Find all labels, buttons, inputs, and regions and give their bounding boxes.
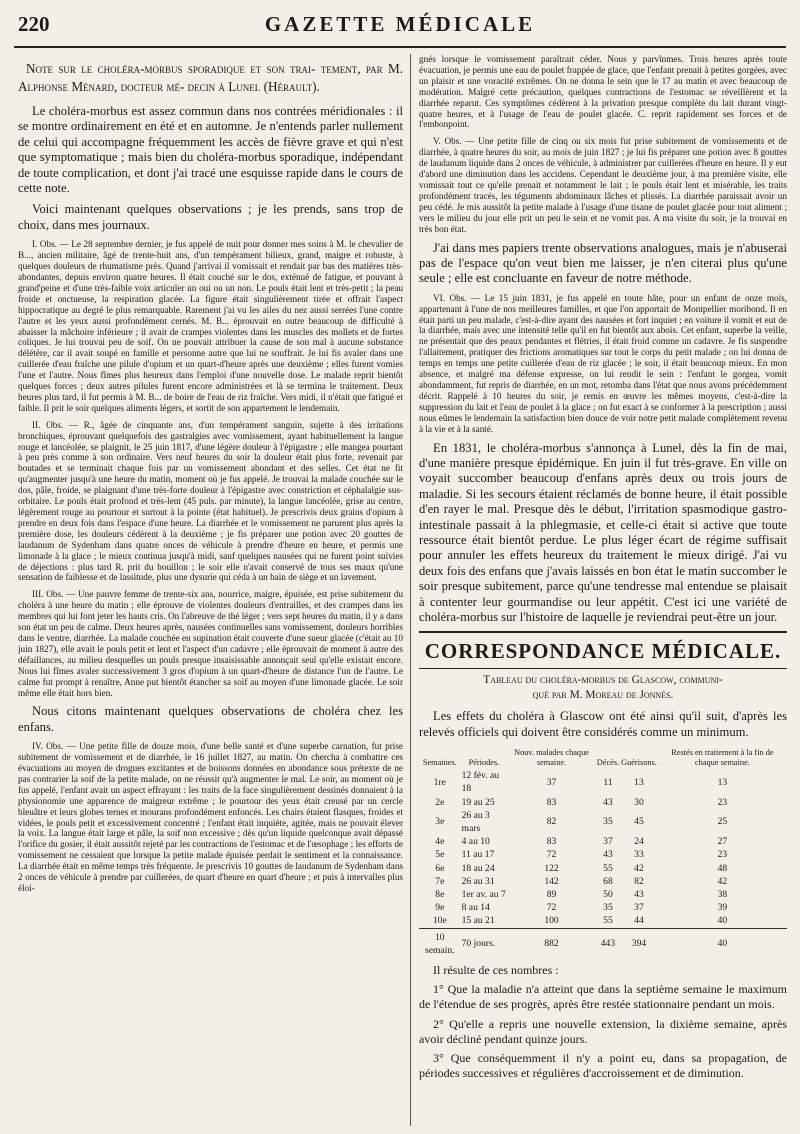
table-cell: 23 <box>717 796 728 808</box>
table-body <box>419 769 787 957</box>
table-cell: 82 <box>634 875 644 887</box>
table-cell: 122 <box>544 862 559 874</box>
table-row <box>419 862 787 875</box>
table-cell: 45 <box>634 816 644 828</box>
conclusion-paragraph: En 1831, le choléra-morbus s'annonça à Lunel, dès la fin de mai, d'une manière presque épidémique. En juin il fut très-grave. En ville on voyait succomber beaucoup d'enfans après deux ou trois jours de maladie. Si les secours étaient réclamés de bonne heure, il était possible d'en rayer le mal. Presque dès le début, l'irritation spasmodique gastro-intestinale passait à la phlegmasie, et celle-ci était si active que toute ressource était bientôt perdue. Le plus léger écart de régime suffisait pour annuler les effets heureux du traitement le mieux dirigé. J'ai vu deux fois des enfans que j'avais laissés en bon état le matin succomber le soir presque subitement, parce qu'une tendresse mal entendue se plaisait à contenter leur gourmandise ou leur appétit. C'est ici une variété de choléra-morbus sur l'histoire de laquelle je reviendrai peut-être un jour. <box>419 440 787 624</box>
table-row <box>419 901 787 914</box>
table-cell: 72 <box>546 902 557 914</box>
table-cell: 43 <box>603 796 613 808</box>
result-2: 2° Qu'elle a repris une nouvelle extension, la dixième semaine, après avoir décliné pendant quinze jours. <box>419 1016 787 1046</box>
table-cell: 42 <box>717 875 728 887</box>
table-cell: 83 <box>546 796 557 808</box>
table-cell: 4e <box>435 836 445 848</box>
article-title-line3: decin à Lunel (Hérault). <box>187 79 320 94</box>
column-divider <box>410 54 411 1126</box>
table-row <box>419 848 787 861</box>
article-title-line2: tement, par M. Alphonse Ménard, docteur mé- <box>18 61 403 94</box>
table-cell: 37 <box>546 776 557 788</box>
result-1: 1° Que la maladie n'a atteint que dans la septième semaine le maximum de l'étendue de ses progrès, après être restée stationnaire pendant un mois. <box>419 982 787 1012</box>
table-cell: 70 jours. <box>461 928 508 957</box>
table-cell: 100 <box>544 915 559 927</box>
table-cell: 4 au 10 <box>461 836 490 848</box>
table-cell: 3e <box>435 816 445 828</box>
table-cell: 11 au 17 <box>461 849 495 861</box>
enfans-paragraph: Nous citons maintenant quelques observations de choléra chez les enfans. <box>18 704 403 734</box>
left-column <box>18 54 403 1126</box>
table-row <box>419 769 787 795</box>
observation-1: I. Obs. — Le 28 septembre dernier, je fus appelé de nuit pour donner mes soins à M. le chevalier de B..., ancien militaire, âgé de trente-huit ans, d'un tempérament bilieux, grand, maigre et robuste, à quelques douleurs de rhumatisme près. Quand j'arrivai il vomissait et rendait par bas des matières très-abondantes, depuis environ quatre heures. Il était couché sur le dos, exténué de fatigue, et pouvant à grand'peine et d'une très-faible voix articuler un oui ou un non. Le pouls était lent et très-petit ; la peau froide et onctueuse, la respiration glacée. La figure était singulièrement tirée et offrait l'aspect hippocratique au degré le plus remarquable. Rarement j'ai vu les ailes du nez aussi serrées l'une contre l'autre et les yeux aussi profondément cernés. M. B... éprouvait en outre beaucoup de difficulté à abaisser la mâchoire inférieure ; il avait de crampes violentes dans les muscles des mollets et de fortes coliques. Je lui trouvai peu de soif. On ne pouvait attribuer la cause de son mal à aucune substance délétère, car il avait soupé en famille et personne autre que lui ne souffrait. Je lui fis avaler dans une cuillerée d'eau fraîche une pilule d'opium et un quart-d'heure après une deuxième ; elles furent vomies l'une et l'autre. Nous fîmes plus heureux dans l'emploi d'une nouvelle dose. Le malade reprit bientôt quelques forces ; deux autres pilules furent encore administrées et là se termina le traitement. Deux heures plus tard, il fut permis à M. B... de boire de l'eau de riz fraîche. Vers midi, il n'était que fatigué et faible. Il prit le soir quelques aliments légers, et sortit de son appartement le lendemain. <box>18 239 403 413</box>
table-title-line1: Tableau du choléra-morbus de Glascow, communi- <box>483 674 723 687</box>
table-cell: 10 semain. <box>419 928 461 957</box>
article-title-line1: Note sur le choléra-morbus sporadique et son trai- <box>26 61 316 76</box>
table-cell: 39 <box>717 902 728 914</box>
table-cell: 24 <box>634 836 644 848</box>
table-cell: 1er av. au 7 <box>461 889 506 901</box>
column-header: Nouv. malades chaque semaine. <box>514 748 589 767</box>
table-cell: 26 au 31 <box>461 875 495 887</box>
table-cell: 1re <box>433 776 446 788</box>
table-cell: 38 <box>717 889 728 901</box>
column-header: Semaines. <box>422 757 457 767</box>
table-cell: 30 <box>634 796 644 808</box>
intro-paragraph: Le choléra-morbus est assez commun dans nos contrées méridionales : il se montre ordinairement en été et en automne. Je n'entends parler nullement de celui qui accompagne fréquemment les accès de fièvre grave et qui n'est que symptomatique ; mais bien du choléra-morbus sporadique, indépendant de toute complication, et dont j'ai tracé une esquisse rapide dans le cours de cette note. <box>18 104 403 196</box>
table-cell: 23 <box>717 849 728 861</box>
table-cell: 11 <box>603 776 613 788</box>
table-row <box>419 888 787 901</box>
table-row <box>419 914 787 928</box>
table-cell: 35 <box>603 902 613 914</box>
table-row <box>419 875 787 888</box>
table-cell: 5e <box>435 849 445 861</box>
column-header: Périodes. <box>468 757 500 767</box>
table-cell: 35 <box>603 816 613 828</box>
table-title <box>419 673 787 703</box>
table-cell: 37 <box>634 902 644 914</box>
observation-6: VI. Obs. — Le 15 juin 1831, je fus appelé en toute hâte, pour un enfant de onze mois, appartenant à l'une de nos meilleures familles, et que l'on apportait de Montpellier moribond. Il en était parti un peu malade, c'est-à-dire ayant des nausées et fort inquiet ; en voiture il vomit et eut de la diarrhée, mais avec une intensité telle qu'il en fut bientôt aux abois. Cet enfant, superbe la veille, ne présentait que des peaux pendantes et flétries, il était froid comme un cadavre. Je fis suspendre l'allaitement, pratiquer des frictions aromatiques sur tout le corps du petit malade ; on lui donna de temps en temps une petite cuillerée d'eau de riz glacée ; le soir, il était beaucoup mieux. En mon absence, et malgré ma défense expresse, on lui rendit le sein : l'enfant le gorgea, vomit abondamment, fut repris de diarrhée, en un mot, retomba dans l'état que nous avons précédemment décrit. Rappelé à 10 heures du soir, je remis en œuvre les mêmes moyens, c'est-à-dire la suppression du lait et l'eau de poulet à la glace ; on fut exact à se conformer à la prescription ; aussi nous eûmes le lendemain la satisfaction bien douce de voir notre petit malade complètement revenu à la vie et à la santé. <box>419 292 787 434</box>
results-intro: Il résulte de ces nombres : <box>433 963 559 978</box>
results-section <box>419 963 787 1081</box>
column-header: Décès. <box>596 757 620 767</box>
table-cell: 43 <box>603 849 613 861</box>
observation-2: II. Obs. — R., âgée de cinquante ans, d'un tempérament sanguin, sujette à des irritations bronchiques, éprouvant quelquefois des gastralgies avec vomissement, ayant habituellement la langue rouge et lancéolée, se plaignit, le 25 juin 1817, d'une légère douleur à l'épigastre ; elle mangea pourtant à peu près comme à son ordinaire. Vers neuf heures du soir la douleur était plus forte, revenait par boutades et se terminait chaque fois par un vomissement abondant et des selles. Cet état ne fit qu'augmenter jusqu'à une heure du matin, moment où je fus appelé. Je trouvai la malade couchée sur le dos, pâle, froide, se plaignant d'une très-forte douleur à l'épigastre avec constriction et céphalalgie sus-orbitaire. Le pouls était profond et très-lent (45 puls. par minute), la langue lancéolée, grise au centre, légèrement rouge au pourtour et surtout à la pointe (état habituel). Je prescrivis deux grains d'opium à prendre en deux fois dans l'espace d'une heure. La diarrhée et le vomissement ne parurent plus après la première dose, les douleurs cédèrent à la deuxième ; je fis préparer une potion avec 20 gouttes de laudanum de Sydenham dans quatre onces de véhicule à prendre d'heure en heure, et permis une limonade à la glace ; le mieux continua jusqu'à midi, sauf quelques nausées qui ne furent point suivies de déjections : plus tard R. prit du bouillon ; le soir elle n'avait conservé de tous ses maux qu'une sensation de faiblesse et de lassitude, plus une dysurie qui céda à un bain de siège et un lavement. <box>18 419 403 583</box>
observation-4-continued: gnés lorsque le vomissement paraîtrait céder. Nous y parvînmes. Trois heures après toute évacuation, je permis une eau de poulet frappée de glace, que l'enfant prenait à petites gorgées, avec un plaisir et une voracité extrêmes. On ne donna le sein que le 17 au matin et avec beaucoup de modération. Malgré cette précaution, quelques contractions de l'estomac se réveillèrent et la diarrhée reparut. Ces symptômes cédèrent à la privation presque complète du lait durant vingt-quatre heures, et à l'usage de l'eau de poulet glacée. C. reprit rapidement ses forces et de l'embonpoint. <box>419 54 787 130</box>
header-rule <box>14 46 786 48</box>
table-cell: 8e <box>435 889 445 901</box>
table-cell: 18 au 24 <box>461 862 495 874</box>
table-cell: 37 <box>603 836 613 848</box>
table-cell: 55 <box>603 915 613 927</box>
table-cell: 50 <box>603 889 613 901</box>
observation-4: IV. Obs. — Une petite fille de douze mois, d'une belle santé et d'une superbe carnation, fut prise subitement de vomissement et de diarrhée, le 16 juillet 1827, au matin. On chercha à combattre ces évacuations au moyen de drogues excitantes et de boissons données en abondance sous prétexte de ne pas contrarier la soif de la petite malade, on ne réussit qu'à augmenter le mal. Le soir, au moment où je fus appelé, l'enfant avait un aspect effrayant : les traits de la face singulièrement dessinés donnaient à la physionomie une apparence de maigreur extrême ; le pourtour des yeux était creusé par un cercle bleuâtre et leurs globes ternes et mourans profondément enfoncés. Les chairs étaient flasques, froides et vidées, le pouls petit et excessivement concentré ; l'enfant était inquiète, agitée, mais ne pouvait élever la voix. La langue était large et pâle, la soif non excessive ; dès qu'un liquide quelconque avait dépassé l'orifice du gosier, il était aussitôt rejeté par les contractions de l'estomac et de l'œsophage ; les efforts de vomissement ne cessaient que lorsque la petite malade épuisée perdait le sentiment et la connaissance. La diarrhée était en même temps très fréquente. Je prescrivis 10 gouttes de laudanum de Sydenham dans 2 onces de véhicule à prendre par cuillerées, de quart d'heure en quart d'heure ; et puis à intervalles plus éloi- <box>18 741 403 893</box>
voici-paragraph: Voici maintenant quelques observations ; je les prends, sans trop de choix, dans mes journaux. <box>18 202 403 232</box>
table-cell: 42 <box>634 862 644 874</box>
table-cell: 15 au 21 <box>461 915 495 927</box>
table-cell: 142 <box>544 875 559 887</box>
table-cell: 83 <box>546 836 557 848</box>
result-3: 3° Que conséquemment il n'y a point eu, dans sa propagation, de périodes successives et régulières d'accroissement et de diminution. <box>419 1051 787 1081</box>
table-cell: 19 au 25 <box>461 796 495 808</box>
table-intro: Les effets du choléra à Glascow ont été ainsi qu'il suit, d'après les relevés officiels qui doivent être considérés comme un minimum. <box>419 709 787 739</box>
table-cell: 10e <box>432 915 447 927</box>
table-cell: 72 <box>546 849 557 861</box>
page-number: 220 <box>18 12 50 36</box>
observation-3: III. Obs. — Une pauvre femme de trente-six ans, nourrice, maigre, épuisée, est prise subitement du choléra à une heure du matin ; elle éprouve de violentes douleurs d'entrailles, et des crampes dans les membres qui lui font jeter les hauts cris. On l'abreuve de thé léger ; vers sept heures du matin, il y a dans son état un peu de calme. Deux heures après, nausées continuelles sans vomissement, douleurs horribles dans le ventre, diarrhée. La malade couchée en supination était couverte d'une sueur glacée (c'était au 10 juin 1827), elle avait le pouls petit et lent et l'aspect d'un cadavre ; elle éprouvait de moment à autre des défaillances, au milieu desquelles un pouls presque insaisissable annonçait seul qu'elle existait encore. Nous lui fîmes avaler successivement 3 gros d'opium à un quart-d'heure de distance l'un de l'autre. Le calme fut prompt à renaître, Anne put bientôt étancher sa soif au moyen d'une limonade glacée. Le soir même elle était hors bien. <box>18 589 403 698</box>
column-header: Restés en traitement à la fin de chaque semaine. <box>671 748 774 767</box>
table-cell: 2e <box>435 796 445 808</box>
table-cell: 7e <box>435 875 445 887</box>
table-total-row <box>419 928 787 957</box>
table-cell: 55 <box>603 862 613 874</box>
table-cell: 443 <box>596 928 620 957</box>
table-cell: 48 <box>717 862 728 874</box>
table-row <box>419 809 787 835</box>
table-cell: 13 <box>634 776 644 788</box>
table-cell: 40 <box>658 928 787 957</box>
table-cell: 25 <box>717 816 728 828</box>
table-header-row <box>419 746 787 769</box>
table-cell: 43 <box>634 889 644 901</box>
table-row <box>419 835 787 848</box>
table-cell: 89 <box>546 889 557 901</box>
table-cell: 12 fév. au 18 <box>461 770 500 795</box>
right-column <box>419 54 787 1126</box>
table-cell: 6e <box>435 862 445 874</box>
glascow-table <box>419 746 787 957</box>
page-header <box>14 10 786 44</box>
column-header: Guérisons. <box>621 757 657 767</box>
table-cell: 26 au 3 mars <box>461 809 490 834</box>
table-cell: 882 <box>507 928 596 957</box>
correspondance-heading: CORRESPONDANCE MÉDICALE. <box>419 631 787 669</box>
table-row <box>419 796 787 809</box>
table-cell: 44 <box>634 915 644 927</box>
journal-title: GAZETTE MÉDICALE <box>264 12 536 36</box>
table-cell: 8 au 14 <box>461 902 490 914</box>
table-cell: 394 <box>620 928 658 957</box>
observation-5: V. Obs. — Une petite fille de cinq ou six mois fut prise subitement de vomissements et de diarrhée, à quatre heures du soir, au mois de juin 1827 ; je lui fis préparer une potion avec 8 gouttes de laudanum liquide dans 2 onces de véhicule, à administrer par cuillerées d'heure en heure. Il y eut d'abord une diminution dans les accidens. Cependant le deuxième jour, à ma première visite, elle vomissait tout ce qu'elle prenait et notamment le lait ; le pouls était lent et misérable, les traits profondément tracés, les téguments abdominaux lâches et plissés. La diarrhée paraissait avoir un peu cédé. Je mis aussitôt la petite malade à l'usage d'une tisane de poulet glacée pour tout aliment ; vers le milieu du jour elle prit un peu le sein et ne vomit pas. A ma visite du soir, je la trouvai en très bon état. <box>419 136 787 234</box>
papiers-paragraph: J'ai dans mes papiers trente observations analogues, mais je n'abuserai pas de l'espace qu'on veut bien me laisser, je n'en citerai plus qu'une seule ; elle est concluante en faveur de notre méthode. <box>419 240 787 286</box>
table-cell: 40 <box>717 915 728 927</box>
table-cell: 27 <box>717 836 728 848</box>
table-cell: 9e <box>435 902 445 914</box>
article-title <box>18 60 403 96</box>
table-cell: 33 <box>634 849 644 861</box>
table-cell: 68 <box>603 875 613 887</box>
table-title-line2: qué par M. Moreau de Jonnès. <box>532 689 674 702</box>
table-cell: 13 <box>717 776 728 788</box>
table-cell: 82 <box>546 816 557 828</box>
